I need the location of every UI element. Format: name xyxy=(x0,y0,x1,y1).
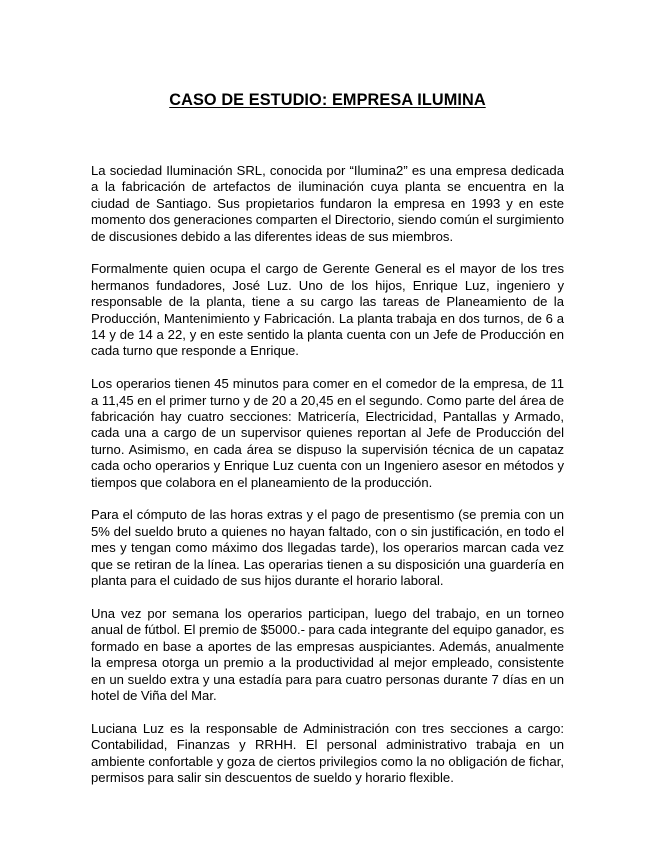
paragraph-administration: Luciana Luz es la responsable de Administración con tres secciones a cargo: Contabilidad, Finanzas y RRHH. El personal administrativo trabaja en un ambiente confortable y goza de ciertos privilegios como la no obligación de fichar, permisos para salir sin descuentos de sueldo y horario flexible. xyxy=(91,720,564,785)
document-title: CASO DE ESTUDIO: EMPRESA ILUMINA xyxy=(169,91,486,109)
document-body xyxy=(91,163,564,803)
paragraph-overtime: Para el cómputo de las horas extras y el pago de presentismo (se premia con un 5% del sueldo bruto a quienes no hayan faltado, con o sin justificación, en todo el mes y tengan como máximo dos llegadas tarde), los operarios marcan cada vez que se retiran de la línea. Las operarias tienen a su disposición una guardería en planta para el cuidado de sus hijos durante el horario laboral. xyxy=(91,507,564,589)
paragraph-company-intro: La sociedad Iluminación SRL, conocida por “Ilumina2” es una empresa dedicada a la fabricación de artefactos de iluminación cuya planta se encuentra en la ciudad de Santiago. Sus propietarios fundaron la empresa en 1993 y en este momento dos generaciones comparten el Directorio, siendo común el surgimiento de discusiones debido a las diferentes ideas de sus miembros. xyxy=(91,163,564,244)
paragraph-operators: Los operarios tienen 45 minutos para comer en el comedor de la empresa, de 11 a 11,45 en el primer turno y de 20 a 20,45 en el segundo. Como parte del área de fabricación hay cuatro secciones: Matricería, Electricidad, Pantallas y Armado, cada una a cargo de un supervisor quienes reportan al Jefe de Producción del turno. Asimismo, en cada área se dispuso la supervisión técnica de un capataz cada ocho operarios y Enrique Luz cuenta con un Ingeniero asesor en métodos y tiempos que colabora en el planeamiento de la producción. xyxy=(91,376,564,490)
paragraph-football-tournament: Una vez por semana los operarios participan, luego del trabajo, en un torneo anual de fútbol. El premio de $5000.- para cada integrante del equipo ganador, es formado en base a aportes de las empresas auspiciantes. Además, anualmente la empresa otorga un premio a la productividad al mejor empleado, consistente en un sueldo extra y una estadía para para cuatro personas durante 7 días en un hotel de Viña del Mar. xyxy=(91,605,564,703)
paragraph-management: Formalmente quien ocupa el cargo de Gerente General es el mayor de los tres hermanos fundadores, José Luz. Uno de los hijos, Enrique Luz, ingeniero y responsable de la planta, tiene a su cargo las tareas de Planeamiento de la Producción, Mantenimiento y Fabricación. La planta trabaja en dos turnos, de 6 a 14 y de 14 a 22, y en este sentido la planta cuenta con un Jefe de Producción en cada turno que responde a Enrique. xyxy=(91,261,564,359)
